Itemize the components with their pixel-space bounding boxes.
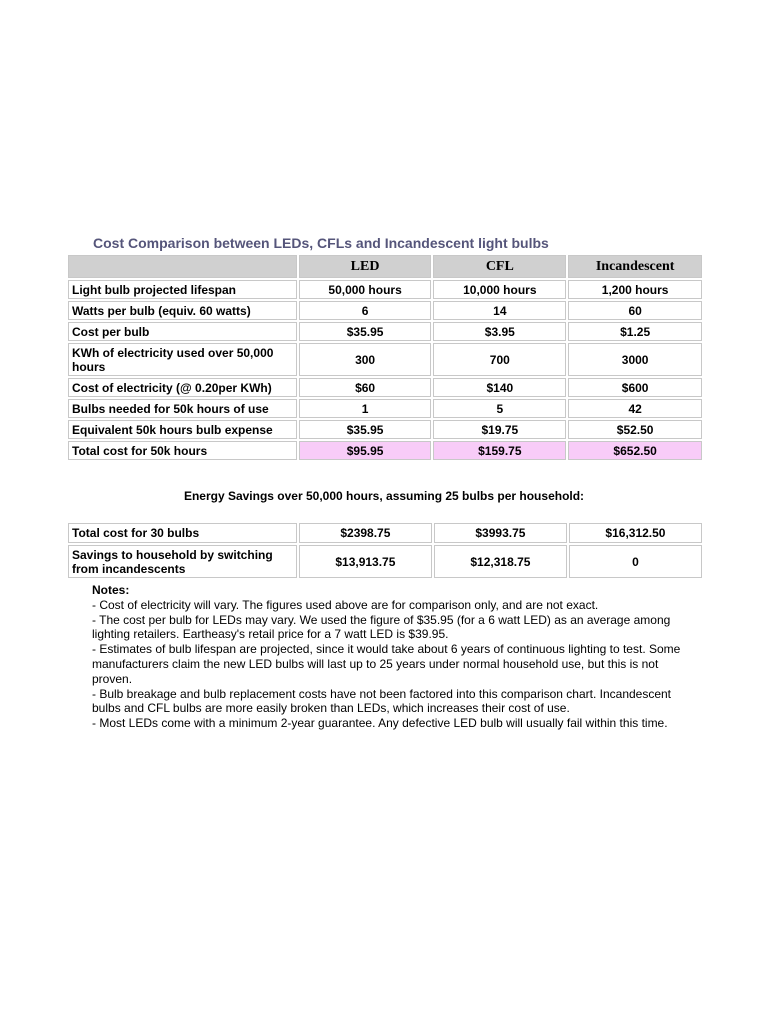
- table-row: [68, 399, 702, 418]
- page-title: Cost Comparison between LEDs, CFLs and Incandescent light bulbs: [93, 235, 549, 251]
- table-row: [68, 301, 702, 320]
- row-label: KWh of electricity used over 50,000 hours: [68, 343, 297, 376]
- cell-incandescent: 1,200 hours: [568, 280, 702, 299]
- header-cell-blank: [68, 255, 297, 278]
- comparison-table: [66, 253, 704, 462]
- row-label: Total cost for 50k hours: [68, 441, 297, 460]
- row-label: Cost per bulb: [68, 322, 297, 341]
- header-cell-cfl: CFL: [433, 255, 566, 278]
- cell-cfl: $3993.75: [434, 523, 567, 543]
- note-item: - Cost of electricity will vary. The figures used above are for comparison only, and are not exact.: [92, 597, 599, 612]
- cell-incandescent-total: $652.50: [568, 441, 702, 460]
- cell-led: 300: [299, 343, 432, 376]
- note-item: - Most LEDs come with a minimum 2-year guarantee. Any defective LED bulb will usually fail within this time.: [92, 716, 668, 731]
- savings-table: [66, 521, 704, 580]
- cell-incandescent: 3000: [568, 343, 702, 376]
- cell-cfl: $3.95: [433, 322, 566, 341]
- cell-led: 50,000 hours: [299, 280, 432, 299]
- cell-cfl: 700: [433, 343, 566, 376]
- cell-incandescent: 42: [568, 399, 702, 418]
- row-label: Watts per bulb (equiv. 60 watts): [68, 301, 297, 320]
- row-label: Cost of electricity (@ 0.20per KWh): [68, 378, 297, 397]
- table-row: [68, 545, 702, 578]
- row-label: Total cost for 30 bulbs: [68, 523, 297, 543]
- row-label: Bulbs needed for 50k hours of use: [68, 399, 297, 418]
- cell-incandescent: $1.25: [568, 322, 702, 341]
- cell-led: $35.95: [299, 322, 432, 341]
- table-row: [68, 378, 702, 397]
- cell-cfl: 14: [433, 301, 566, 320]
- row-label: Equivalent 50k hours bulb expense: [68, 420, 297, 439]
- cell-led-total: $95.95: [299, 441, 432, 460]
- table-row: [68, 420, 702, 439]
- note-item: - Estimates of bulb lifespan are projected, since it would take about 6 years of continuous lighting to test. Some manufacturers claim the new LED bulbs will last up to 25 years under normal household use, but this is not proven.: [92, 642, 681, 686]
- cell-led: $60: [299, 378, 432, 397]
- cell-cfl: $12,318.75: [434, 545, 567, 578]
- table-row: [68, 322, 702, 341]
- table-row: [68, 523, 702, 543]
- cell-incandescent: $16,312.50: [569, 523, 702, 543]
- note-item: - Bulb breakage and bulb replacement costs have not been factored into this comparison chart. Incandescent bulbs and CFL bulbs are more easily broken than LEDs, which increases their cost of use.: [92, 686, 672, 716]
- row-label: Savings to household by switching from incandescents: [68, 545, 297, 578]
- row-label: Light bulb projected lifespan: [68, 280, 297, 299]
- cell-cfl: $140: [433, 378, 566, 397]
- cell-led: 1: [299, 399, 432, 418]
- table-row: [68, 343, 702, 376]
- cell-cfl: 10,000 hours: [433, 280, 566, 299]
- cell-cfl: 5: [433, 399, 566, 418]
- cell-cfl-total: $159.75: [433, 441, 566, 460]
- cell-incandescent: 0: [569, 545, 702, 578]
- note-item: - The cost per bulb for LEDs may vary. We used the figure of $35.95 (for a 6 watt LED) as an average among lighting retailers. Eartheasy's retail price for a 7 watt LED is $39.95.: [92, 612, 671, 642]
- table-header-row: [68, 255, 702, 278]
- cell-led: $35.95: [299, 420, 432, 439]
- table-row: [68, 280, 702, 299]
- cell-led: $2398.75: [299, 523, 432, 543]
- notes-heading: Notes:: [92, 583, 130, 597]
- cell-led: 6: [299, 301, 432, 320]
- notes-section: [92, 583, 682, 731]
- cell-cfl: $19.75: [433, 420, 566, 439]
- cell-incandescent: $52.50: [568, 420, 702, 439]
- energy-savings-heading: Energy Savings over 50,000 hours, assuming 25 bulbs per household:: [183, 489, 585, 503]
- cell-incandescent: $600: [568, 378, 702, 397]
- cell-incandescent: 60: [568, 301, 702, 320]
- header-cell-led: LED: [299, 255, 432, 278]
- header-cell-incandescent: Incandescent: [568, 255, 702, 278]
- cell-led: $13,913.75: [299, 545, 432, 578]
- total-row: [68, 441, 702, 460]
